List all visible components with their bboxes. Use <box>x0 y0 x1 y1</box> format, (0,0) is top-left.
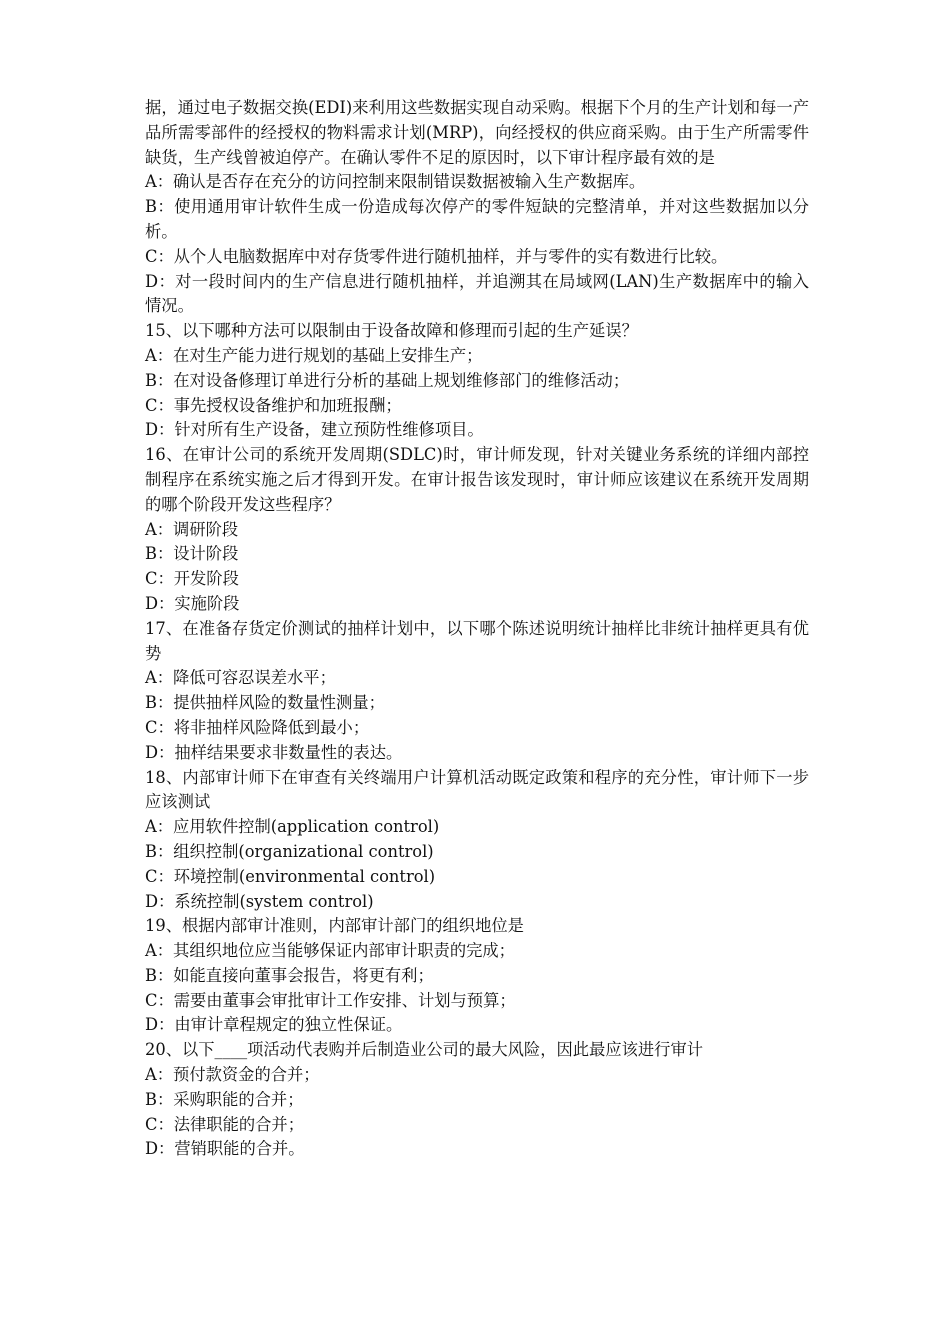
intro-question <box>145 96 809 319</box>
question-17-option-a: A：降低可容忍误差水平； <box>145 668 336 688</box>
question-16-option-d: D：实施阶段 <box>145 593 240 613</box>
question-18-text: 18、内部审计师下在审查有关终端用户计算机活动既定政策和程序的充分性，审计师下一步应该测试 <box>145 767 809 812</box>
question-18 <box>145 766 809 915</box>
question-20-option-d: D：营销职能的合并。 <box>145 1139 305 1159</box>
intro-option-d: D：对一段时间内的生产信息进行随机抽样，并追溯其在局域网(LAN)生产数据库中的输入情况。 <box>145 271 809 316</box>
question-16 <box>145 443 809 617</box>
question-15-text: 15、以下哪种方法可以限制由于设备故障和修理而引起的生产延误？ <box>145 321 638 341</box>
question-15-option-d: D：针对所有生产设备，建立预防性维修项目。 <box>145 420 484 440</box>
question-18-option-a: A：应用软件控制(application control) <box>145 817 440 837</box>
question-20-text: 20、以下____项活动代表购并后制造业公司的最大风险，因此最应该进行审计 <box>145 1040 704 1060</box>
question-16-option-b: B：设计阶段 <box>145 544 239 564</box>
intro-option-b: B：使用通用审计软件生成一份造成每次停产的零件短缺的完整清单，并对这些数据加以分析。 <box>145 197 809 241</box>
question-17-option-c: C：将非抽样风险降低到最小； <box>145 717 370 737</box>
question-20-option-a: A：预付款资金的合并； <box>145 1065 320 1085</box>
intro-question-text: 据，通过电子数据交换(EDI)来利用这些数据实现自动采购。根据下个月的生产计划和每一产品所需零部件的经授权的物料需求计划(MRP)，向经授权的供应商采购。由于生产所需零件缺货，生产线曾被迫停产。在确认零件不足的原因时，以下审计程序最有效的是 <box>145 98 809 167</box>
question-17 <box>145 617 809 766</box>
question-15-option-c: C：事先授权设备维护和加班报酬； <box>145 395 402 415</box>
question-17-text: 17、在准备存货定价测试的抽样计划中，以下哪个陈述说明统计抽样比非统计抽样更具有优势 <box>145 618 809 663</box>
document-page <box>145 96 809 1162</box>
question-19 <box>145 914 809 1038</box>
intro-option-a: A：确认是否存在充分的访问控制来限制错误数据被输入生产数据库。 <box>145 172 646 192</box>
question-19-option-c: C：需要由董事会审批审计工作安排、计划与预算； <box>145 990 516 1010</box>
question-20-option-b: B：采购职能的合并； <box>145 1089 304 1109</box>
question-20-option-c: C：法律职能的合并； <box>145 1114 304 1134</box>
question-18-option-c: C：环境控制(environmental control) <box>145 866 436 886</box>
question-16-option-c: C：开发阶段 <box>145 569 239 589</box>
question-16-option-a: A：调研阶段 <box>145 519 239 539</box>
question-19-text: 19、根据内部审计准则，内部审计部门的组织地位是 <box>145 916 524 936</box>
question-20 <box>145 1038 809 1162</box>
question-18-option-b: B：组织控制(organizational control) <box>145 841 434 861</box>
question-18-option-d: D：系统控制(system control) <box>145 891 374 911</box>
intro-option-c: C：从个人电脑数据库中对存货零件进行随机抽样，并与零件的实有数进行比较。 <box>145 246 728 266</box>
question-15 <box>145 319 809 443</box>
question-19-option-d: D：由审计章程规定的独立性保证。 <box>145 1015 403 1035</box>
question-19-option-b: B：如能直接向董事会报告，将更有利； <box>145 965 434 985</box>
question-15-option-a: A：在对生产能力进行规划的基础上安排生产； <box>145 345 483 365</box>
question-16-text: 16、在审计公司的系统开发周期(SDLC)时，审计师发现，针对关键业务系统的详细内部控制程序在系统实施之后才得到开发。在审计报告该发现时，审计师应该建议在系统开发周期的哪个阶段开发这些程序？ <box>145 445 809 514</box>
question-17-option-b: B：提供抽样风险的数量性测量； <box>145 693 385 713</box>
question-17-option-d: D：抽样结果要求非数量性的表达。 <box>145 742 403 762</box>
question-15-option-b: B：在对设备修理订单进行分析的基础上规划维修部门的维修活动； <box>145 370 630 390</box>
question-19-option-a: A：其组织地位应当能够保证内部审计职责的完成； <box>145 941 515 961</box>
